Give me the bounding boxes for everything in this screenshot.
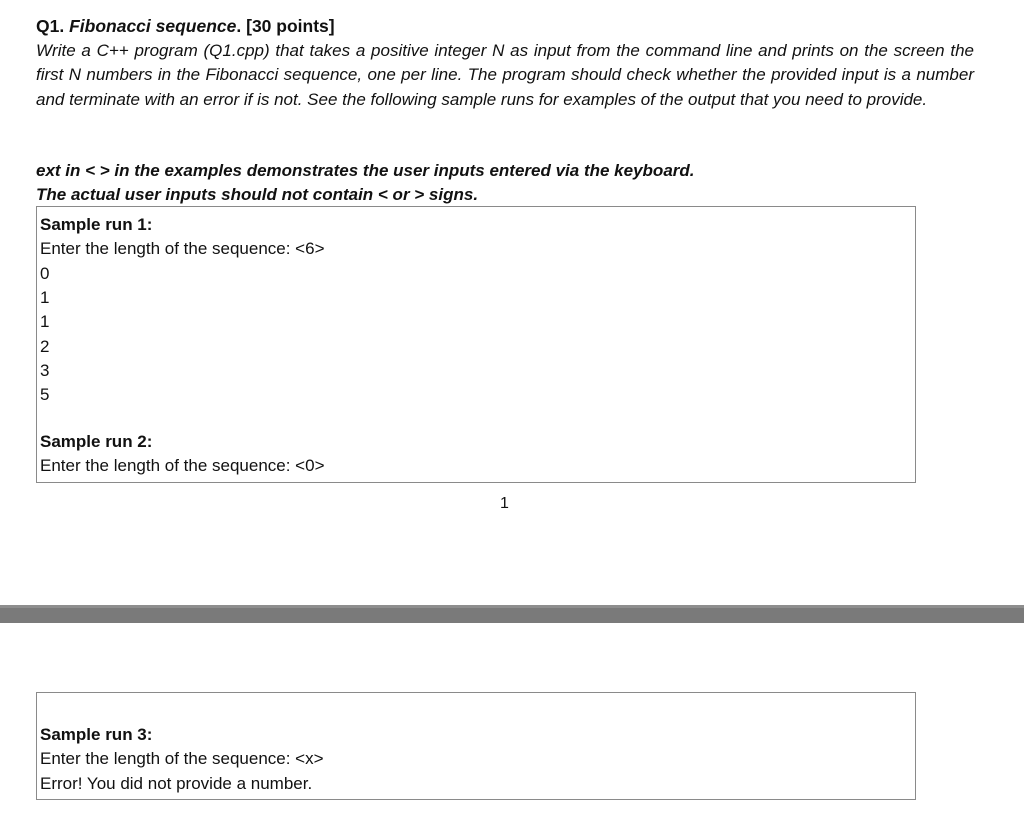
sample-run-1-output-line: 3	[40, 360, 50, 380]
input-note-line-1: ext in < > in the examples demonstrates the user inputs entered via the keyboard.	[36, 161, 695, 180]
sample-runs-box-2	[36, 692, 916, 800]
page-number: 1	[500, 495, 509, 512]
page-separator-highlight	[0, 605, 1024, 608]
sample-run-1-output-line: 1	[40, 287, 50, 307]
sample-run-2-prompt: Enter the length of the sequence: <0>	[40, 456, 325, 476]
question-topic: Fibonacci sequence	[69, 16, 237, 36]
sample-run-1-output-line: 5	[40, 385, 50, 405]
sample-run-1-output-line: 0	[40, 263, 50, 283]
page-separator	[0, 605, 1024, 623]
document-page-2	[0, 623, 1024, 817]
sample-run-3-heading: Sample run 3:	[40, 725, 153, 744]
sample-run-1-output-line: 2	[40, 336, 50, 356]
sample-run-3-prompt: Enter the length of the sequence: <x>	[40, 749, 324, 769]
sample-run-1-output-line: 1	[40, 312, 50, 332]
question-number: Q1.	[36, 16, 65, 36]
question-title	[36, 14, 335, 38]
sample-run-1-prompt: Enter the length of the sequence: <6>	[40, 239, 325, 259]
sample-runs-box-1	[36, 206, 916, 483]
sample-run-3-error: Error! You did not provide a number.	[40, 773, 313, 793]
input-note-line-2: The actual user inputs should not contain < or > signs.	[36, 185, 479, 204]
question-description: Write a C++ program (Q1.cpp) that takes a positive integer N as input from the command line and prints on the screen the first N numbers in the Fibonacci sequence, one per line. The program should check whether the provided input is a number and terminate with an error if is not. See the following sample runs for examples of the output that you need to provide.	[36, 41, 974, 109]
sample-run-2-heading: Sample run 2:	[40, 432, 153, 451]
question-title-period: .	[236, 16, 242, 36]
question-points: [30 points]	[246, 16, 335, 36]
sample-run-1-heading: Sample run 1:	[40, 215, 153, 234]
